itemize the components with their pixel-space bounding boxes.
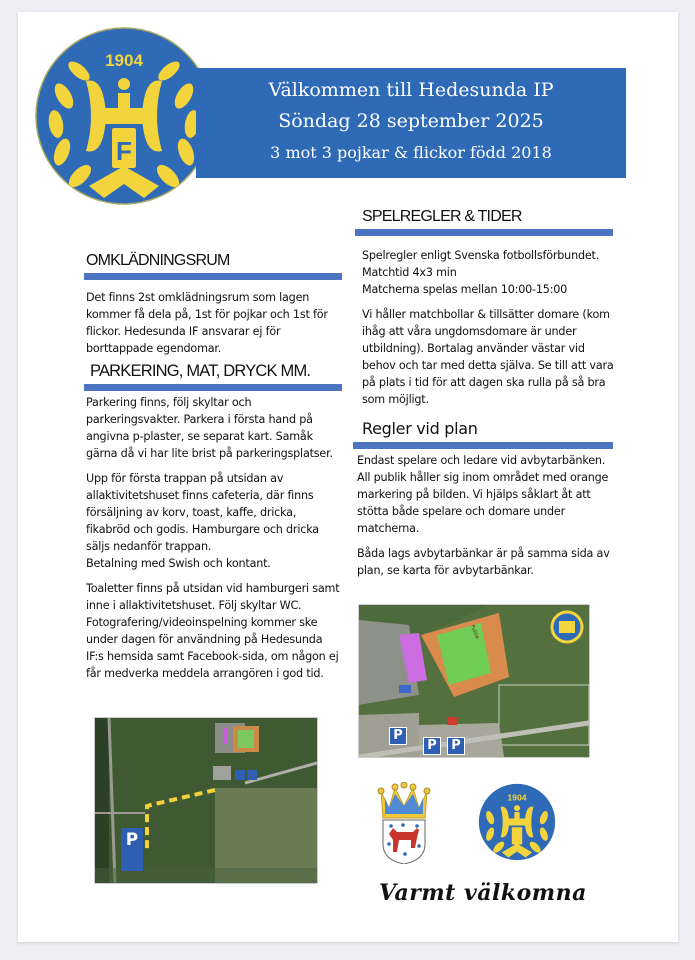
- section-body-spelregler: [362, 247, 614, 416]
- paragraph: Det finns 2st omklädningsrum som lagen kommer få dela på, 1st för pojkar och 1st för flickor. Hedesunda IF ansvarar ej för borttappade egendomar.: [86, 291, 328, 355]
- section-heading-regler-vid-plan: Regler vid plan: [362, 419, 478, 438]
- section-divider: [355, 229, 613, 236]
- paragraph: Båda lags avbytarbänkar är på samma sida av plan, se karta för avbytarbänkar.: [357, 547, 610, 577]
- footer-greeting: Varmt välkomna: [379, 880, 587, 906]
- header-banner: [196, 68, 626, 178]
- section-divider: [353, 442, 613, 449]
- paragraph: Upp för första trappan på utsidan av allaktivitetshuset finns cafeteria, där finns försäljning av korv, toast, kaffe, dricka, fikabröd och godis. Hamburgare och dricka säljs nedanför trappan.: [86, 472, 319, 553]
- club-logo-small: [478, 783, 556, 861]
- section-heading-omkladningsrum: OMKLÄDNINGSRUM: [86, 252, 230, 269]
- rule-line: Spelregler enligt Svenska fotbollsförbundet.: [362, 249, 600, 262]
- section-body-regler-vid-plan: [357, 452, 615, 587]
- section-heading-spelregler: SPELREGLER & TIDER: [362, 208, 522, 225]
- parking-sign-p: P: [389, 727, 407, 745]
- paragraph: Toaletter finns på utsidan vid hamburgeri samt inne i allaktivitetshuset. Följ skyltar WC. Fotografering/videoinspelning kommer ske under dagen för användning på Hedesunda IF:s hemsida samt Facebook-sida, om någon ej får medverka meddela arrangören i god tid.: [86, 582, 340, 680]
- section-divider: [84, 384, 342, 391]
- section-body-parkering: [86, 394, 342, 690]
- publik-label: Publik: [469, 623, 480, 641]
- header-date: Söndag 28 september 2025: [278, 110, 544, 132]
- logo-year: 1904: [507, 792, 527, 803]
- header-title: Välkommen till Hedesunda IP: [268, 79, 554, 101]
- parking-sign-p: P: [447, 737, 465, 755]
- club-logo-large: [34, 26, 214, 206]
- paragraph: Betalning med Swish och kontant.: [86, 557, 271, 570]
- logo-year: 1904: [105, 51, 143, 70]
- schedule-line: Matcherna spelas mellan 10:00-15:00: [362, 283, 568, 296]
- header-subtitle: 3 mot 3 pojkar & flickor född 2018: [270, 143, 552, 162]
- paragraph: Vi håller matchbollar & tillsätter domare (kom ihåg att våra ungdomsdomare är under utbildning). Bortalag använder västar vid behov och tar med detta själva. Se till att vara på plats i tid för att dagen ska rulla på så bra som möjligt.: [362, 308, 614, 406]
- match-time-line: Matchtid 4x3 min: [362, 266, 457, 279]
- parking-sign-p: P: [121, 828, 143, 871]
- section-divider: [84, 273, 342, 280]
- logo-letter-f: F: [116, 136, 132, 166]
- parking-sign-p: P: [423, 737, 441, 755]
- section-body-omkladningsrum: [86, 289, 342, 365]
- paragraph: Parkering finns, följ skyltar och parkeringsvakter. Parkera i första hand på angivna p-plaster, se separat kart. Samåk gärna då vi har lite brist på parkeringsplatser.: [86, 396, 333, 460]
- overview-map-image: [94, 717, 318, 884]
- field-map-image: [358, 604, 590, 758]
- municipal-crest-logo: [375, 782, 433, 864]
- paragraph: Endast spelare och ledare vid avbytarbänken. All publik håller sig inom området med orange markering på bilden. Vi hjälps såklart åt att stötta både spelare och domare under matcherna.: [357, 454, 609, 535]
- section-heading-parkering: PARKERING, MAT, DRYCK MM.: [90, 362, 311, 380]
